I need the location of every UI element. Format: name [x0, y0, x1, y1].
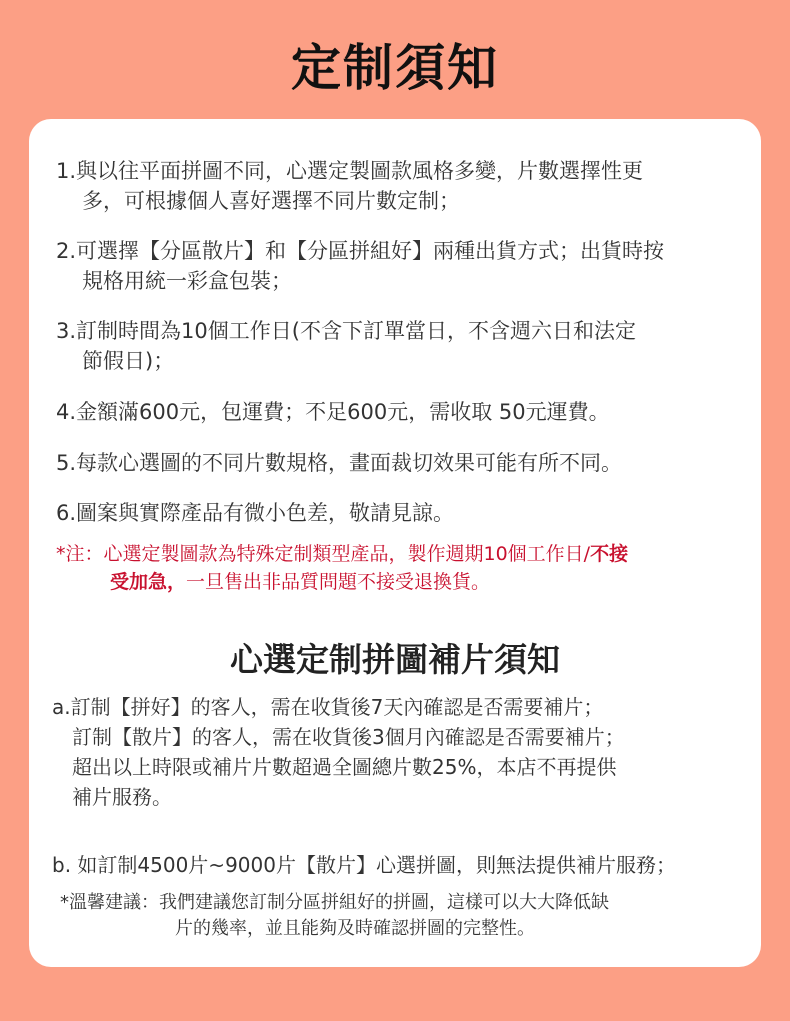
special-note-text-1: *注：心選定製圖款為特殊定制類型產品，製作週期10個工作日/ [56, 543, 591, 565]
supplement-a-line-4: 補片服務。 [72, 785, 172, 809]
warm-tip [60, 890, 609, 942]
notice-item-6 [56, 498, 454, 528]
notice-item-4 [56, 397, 610, 427]
notice-item-2-line-2: 規格用統一彩盒包裝； [82, 269, 292, 293]
supplement-a-line-2: 訂制【散片】的客人，需在收貨後3個月內確認是否需要補片； [72, 725, 625, 749]
special-note [56, 540, 628, 596]
warm-tip-line-1: *溫馨建議：我們建議您訂制分區拼組好的拼圖，這樣可以大大降低缺 [60, 892, 609, 913]
supplement-b-line-1: b. 如訂制4500片~9000片【散片】心選拼圖，則無法提供補片服務； [52, 853, 676, 877]
supplement-a [52, 692, 625, 812]
supplement-a-line-3: 超出以上時限或補片片數超過全圖總片數25%，本店不再提供 [72, 755, 617, 779]
notice-item-3 [56, 316, 636, 376]
page-title: 定制須知 [291, 39, 499, 97]
special-note-emphasis-2: 受加急， [110, 571, 187, 593]
special-note-emphasis-1: 不接 [590, 543, 629, 565]
notice-item-1 [56, 156, 643, 216]
supplement-b [52, 850, 676, 880]
notice-item-4-line-1: 4.金額滿600元，包運費；不足600元，需收取 50元運費。 [56, 400, 610, 424]
notice-item-1-line-1: 1.與以往平面拼圖不同，心選定製圖款風格多變，片數選擇性更 [56, 159, 644, 183]
notice-item-3-line-2: 節假日)； [82, 349, 175, 373]
special-note-text-2: 一旦售出非品質問題不接受退換貨。 [186, 571, 491, 593]
section-title-supplement: 心選定制拼圖補片須知 [230, 640, 560, 679]
special-note-line-2 [56, 568, 628, 596]
notice-item-6-line-1: 6.圖案與實際產品有微小色差，敬請見諒。 [56, 501, 455, 525]
notice-item-2-line-1: 2.可選擇【分區散片】和【分區拼組好】兩種出貨方式；出貨時按 [56, 239, 665, 263]
notice-item-5-line-1: 5.每款心選圖的不同片數規格，畫面裁切效果可能有所不同。 [56, 451, 623, 475]
notice-item-3-line-1: 3.訂制時間為10個工作日(不含下訂單當日，不含週六日和法定 [56, 319, 636, 343]
notice-item-5 [56, 448, 622, 478]
warm-tip-line-2: 片的幾率，並且能夠及時確認拼圖的完整性。 [175, 918, 535, 939]
notice-item-2 [56, 236, 664, 296]
notice-item-1-line-2: 多，可根據個人喜好選擇不同片數定制； [82, 189, 460, 213]
supplement-a-line-1: a.訂制【拼好】的客人，需在收貨後7天內確認是否需要補片； [52, 695, 604, 719]
